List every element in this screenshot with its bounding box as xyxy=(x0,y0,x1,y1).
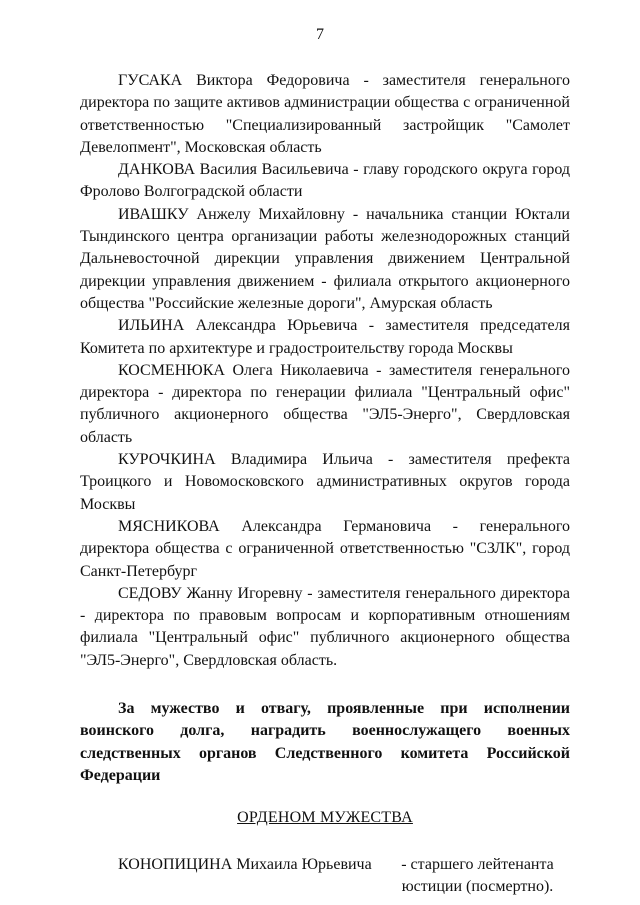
recipient xyxy=(80,854,570,900)
recipient-name: КОНОПИЦИНА Михаила Юрьевича xyxy=(118,855,372,873)
recipient-rank-line1: - старшего лейтенанта xyxy=(401,855,554,873)
entry-ilyin: ИЛЬИНА Александра Юрьевича - заместителя председателя Комитета по архитектуре и градостроительству города Москвы xyxy=(80,317,570,357)
document-body xyxy=(80,70,570,900)
recipient-rank-line2: юстиции (посмертно). xyxy=(401,877,554,895)
award-intro: За мужество и отвагу, проявленные при исполнении воинского долга, наградить военнослужащего военных следственных органов Следственного комитета Российской Федерации xyxy=(80,700,570,784)
page-number: 7 xyxy=(316,26,324,43)
entry-kosmenyuk: КОСМЕНЮКА Олега Николаевича - заместителя генерального директора - директора по генерации филиала "Центральный офис" публичного акционерного общества "ЭЛ5-Энерго", Свердловская область xyxy=(80,361,570,446)
entry-ivashka: ИВАШКУ Анжелу Михайловну - начальника станции Юктали Тындинского центра организации работы железнодорожных станций Дальневосточной дирекции управления движением Центральной дирекции управления движением - филиала открытого акционерного общества "Российские железные дороги", Амурская область xyxy=(80,205,570,312)
entry-sedova: СЕДОВУ Жанну Игоревну - заместителя генерального директора - директора по правовым вопросам и корпоративным отношениям филиала "Центральный офис" публичного акционерного общества "ЭЛ5-Энерго", Свердловская область. xyxy=(80,584,570,669)
order-title: ОРДЕНОМ МУЖЕСТВА xyxy=(237,809,413,827)
entry-dankov: ДАНКОВА Василия Васильевича - главу городского округа город Фролово Волгоградской области xyxy=(80,161,570,201)
entry-kurochkin: КУРОЧКИНА Владимира Ильича - заместителя префекта Троицкого и Новомосковского административных округов города Москвы xyxy=(80,451,570,513)
entry-myasnikov: МЯСНИКОВА Александра Германовича - генерального директора общества с ограниченной ответственностью "СЗЛК", город Санкт-Петербург xyxy=(80,517,570,580)
recipient-rank xyxy=(390,854,565,899)
entry-gusak: ГУСАКА Виктора Федоровича - заместителя генерального директора по защите активов администрации общества с ограниченной ответственностью "Специализированный застройщик "Самолет Девелопмент", Московская область xyxy=(80,72,570,156)
